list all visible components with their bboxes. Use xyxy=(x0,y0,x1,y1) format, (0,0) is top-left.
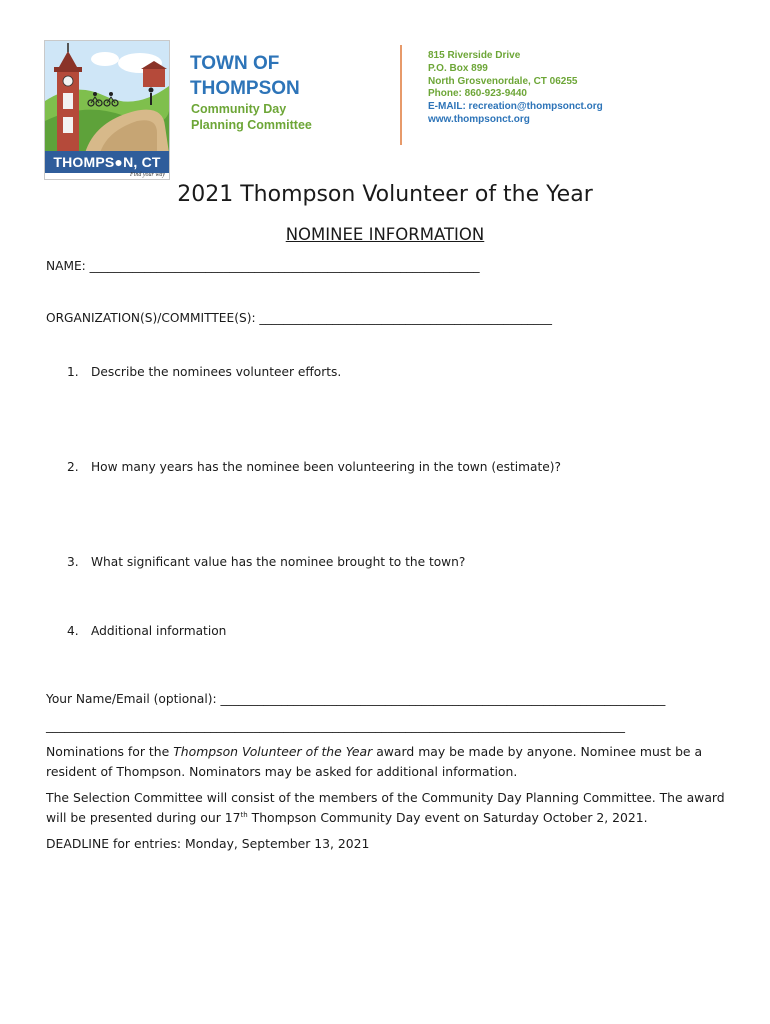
website-link[interactable]: www.thompsonct.org xyxy=(428,113,530,125)
town-logo-illustration xyxy=(45,41,169,153)
question-2 xyxy=(67,460,561,474)
organization-field[interactable]: ORGANIZATION(S)/COMMITTEE(S): ________________________________________________ xyxy=(46,311,552,325)
question-number: 1. xyxy=(67,365,79,379)
committee-line2: Planning Committee xyxy=(191,118,312,132)
committee-name xyxy=(191,101,312,133)
award-name: Thompson Volunteer of the Year xyxy=(173,744,373,759)
question-text: What significant value has the nominee brought to the town? xyxy=(91,555,466,569)
section-title: NOMINEE INFORMATION xyxy=(285,225,485,244)
nominations-paragraph: Nominations for the Thompson Volunteer of the Year award may be made by anyone. Nominee must be a resident of Thompson. Nominators may be asked for additional information. xyxy=(46,744,703,779)
question-number: 2. xyxy=(67,460,79,474)
phone: Phone: 860-923-9440 xyxy=(428,88,527,100)
contact-block xyxy=(428,50,603,127)
question-4 xyxy=(67,624,226,638)
your-name-email-field[interactable]: Your Name/Email (optional): _________________________________________________________________________ xyxy=(46,692,666,706)
question-number: 3. xyxy=(67,555,79,569)
deadline-text: DEADLINE for entries: Monday, September 13, 2021 xyxy=(46,836,370,851)
question-number: 4. xyxy=(67,624,79,638)
town-title-line2: THOMPSON xyxy=(190,78,300,99)
header-divider xyxy=(400,45,402,145)
question-text: How many years has the nominee been volunteering in the town (estimate)? xyxy=(91,460,561,474)
logo-tagline: Find your way xyxy=(130,172,165,178)
ordinal-suffix: th xyxy=(240,810,248,819)
address-line2: P.O. Box 899 xyxy=(428,62,488,74)
document-title: 2021 Thompson Volunteer of the Year xyxy=(177,182,593,207)
question-3 xyxy=(67,555,465,569)
question-text: Additional information xyxy=(91,624,227,638)
committee-line1: Community Day xyxy=(191,102,287,116)
question-1 xyxy=(67,365,341,379)
your-name-email-extra-line[interactable]: _______________________________________________________________________________________________ xyxy=(46,719,625,733)
town-logo xyxy=(44,40,170,180)
town-title-line1: TOWN OF xyxy=(190,53,280,74)
email-link[interactable]: E-MAIL: recreation@thompsonct.org xyxy=(428,101,603,113)
town-title xyxy=(190,51,300,101)
address-line1: 815 Riverside Drive xyxy=(428,50,521,61)
logo-banner-text: THOMPS●N, CT xyxy=(45,151,169,173)
address-line3: North Grosvenordale, CT 06255 xyxy=(428,75,578,87)
selection-paragraph: The Selection Committee will consist of the members of the Community Day Planning Committee. The award will be presented during our 17th Thompson Community Day event on Saturday October 2, 2021. xyxy=(46,790,725,825)
question-text: Describe the nominees volunteer efforts. xyxy=(91,365,342,379)
name-field[interactable]: NAME: ________________________________________________________________ xyxy=(46,259,480,273)
